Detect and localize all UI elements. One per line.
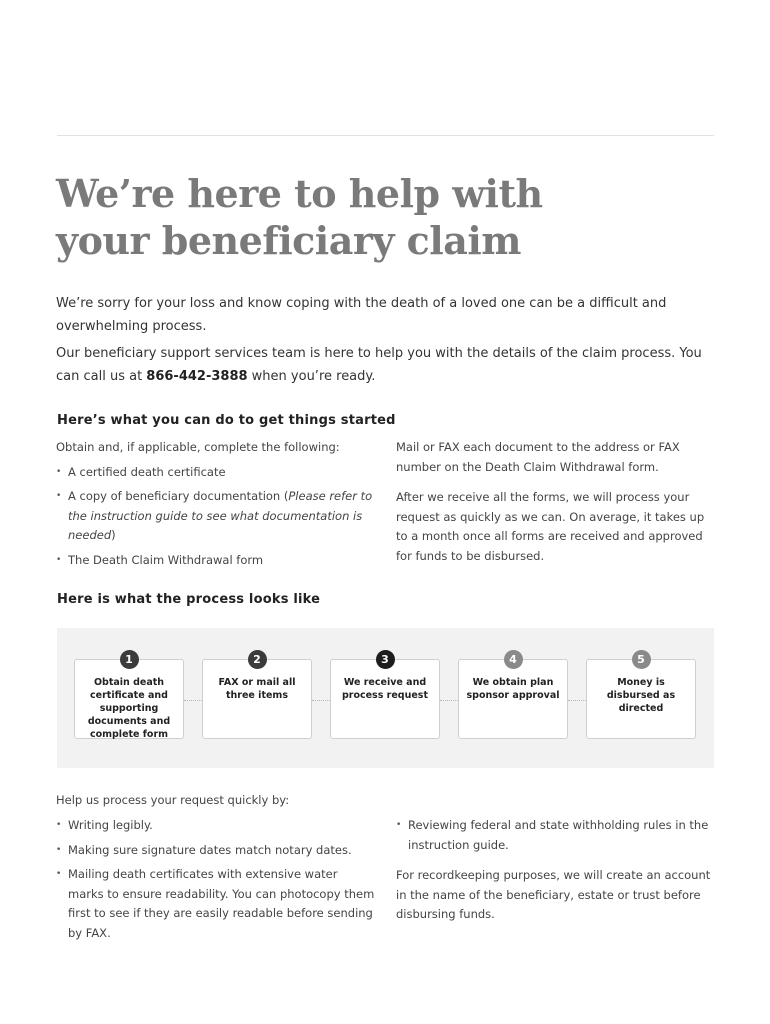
- process-connector: [312, 700, 330, 701]
- help-left-column: [56, 811, 376, 943]
- intro-text-start: Our beneficiary support services team is here to help you with the details of the claim process. You can call us at: [56, 346, 702, 384]
- list-item: • Making sure signature dates match notary dates.: [56, 841, 376, 861]
- list-item: • A certified death certificate: [56, 463, 376, 483]
- process-step-1: [74, 659, 184, 739]
- page-title: [56, 170, 543, 264]
- help-right-column: [396, 811, 716, 925]
- process-step-2: [202, 659, 312, 739]
- step-number-badge: 5: [632, 650, 651, 669]
- list-item-italic-note: Please refer to the instruction guide to see what documentation is needed: [68, 489, 373, 542]
- list-item: • Mailing death certificates with extensive water marks to ensure readability. You can photocopy them first to see if they are easily readable before sending by FAX.: [56, 865, 376, 943]
- step-number-badge: 1: [120, 650, 139, 669]
- getting-started-left-column: [56, 438, 376, 570]
- step-number-badge: 4: [504, 650, 523, 669]
- mail-fax-paragraph: Mail or FAX each document to the address or FAX number on the Death Claim Withdrawal form.: [396, 440, 680, 474]
- step-number-badge: 3: [376, 650, 395, 669]
- process-step-5: [586, 659, 696, 739]
- page-title-line-1: We’re here to help with: [56, 171, 543, 216]
- process-step-label: Obtain death certificate and supporting documents and complete form: [87, 677, 171, 740]
- process-step-label: We receive and process request: [341, 677, 429, 701]
- process-step-4: [458, 659, 568, 739]
- processing-time-paragraph: After we receive all the forms, we will process your request as quickly as we can. On average, it takes up to a month once all forms are received and approved for funds to be disbursed.: [396, 490, 705, 563]
- list-item-text: A copy of beneficiary documentation (: [68, 489, 289, 503]
- getting-started-heading: Here’s what you can do to get things started: [57, 413, 396, 428]
- process-connector: [184, 700, 202, 701]
- top-divider: [57, 135, 714, 136]
- process-connector: [440, 700, 458, 701]
- list-item: • Writing legibly.: [56, 816, 376, 836]
- process-step-label: Money is disbursed as directed: [606, 677, 676, 714]
- list-item-close-paren: ): [111, 528, 116, 542]
- help-tips-list: [56, 816, 376, 943]
- page-title-line-2: your beneficiary claim: [56, 218, 522, 263]
- help-lead: Help us process your request quickly by:: [56, 793, 290, 807]
- list-item: • The Death Claim Withdrawal form: [56, 551, 376, 571]
- list-item: [56, 487, 376, 546]
- intro-paragraph-1: We’re sorry for your loss and know coping with the death of a loved one can be a difficult and overwhelming process.: [56, 296, 667, 334]
- recordkeeping-paragraph: For recordkeeping purposes, we will create an account in the name of the beneficiary, estate or trust before disbursing funds.: [396, 868, 711, 921]
- process-connector: [568, 700, 586, 701]
- process-heading: Here is what the process looks like: [57, 592, 321, 607]
- process-step-label: FAX or mail all three items: [218, 677, 296, 701]
- documents-list: [56, 463, 376, 571]
- phone-number: 866-442-3888: [146, 368, 248, 384]
- step-number-badge: 2: [248, 650, 267, 669]
- getting-started-right-column: [396, 438, 716, 566]
- intro-text-end: when you’re ready.: [247, 368, 376, 384]
- getting-started-lead: Obtain and, if applicable, complete the following:: [56, 440, 340, 454]
- process-step-label: We obtain plan sponsor approval: [466, 677, 560, 701]
- process-step-3: [330, 659, 440, 739]
- list-item: • Reviewing federal and state withholding rules in the instruction guide.: [396, 816, 716, 855]
- intro-paragraph-2: [56, 343, 726, 388]
- help-tips-list-2: [396, 816, 716, 855]
